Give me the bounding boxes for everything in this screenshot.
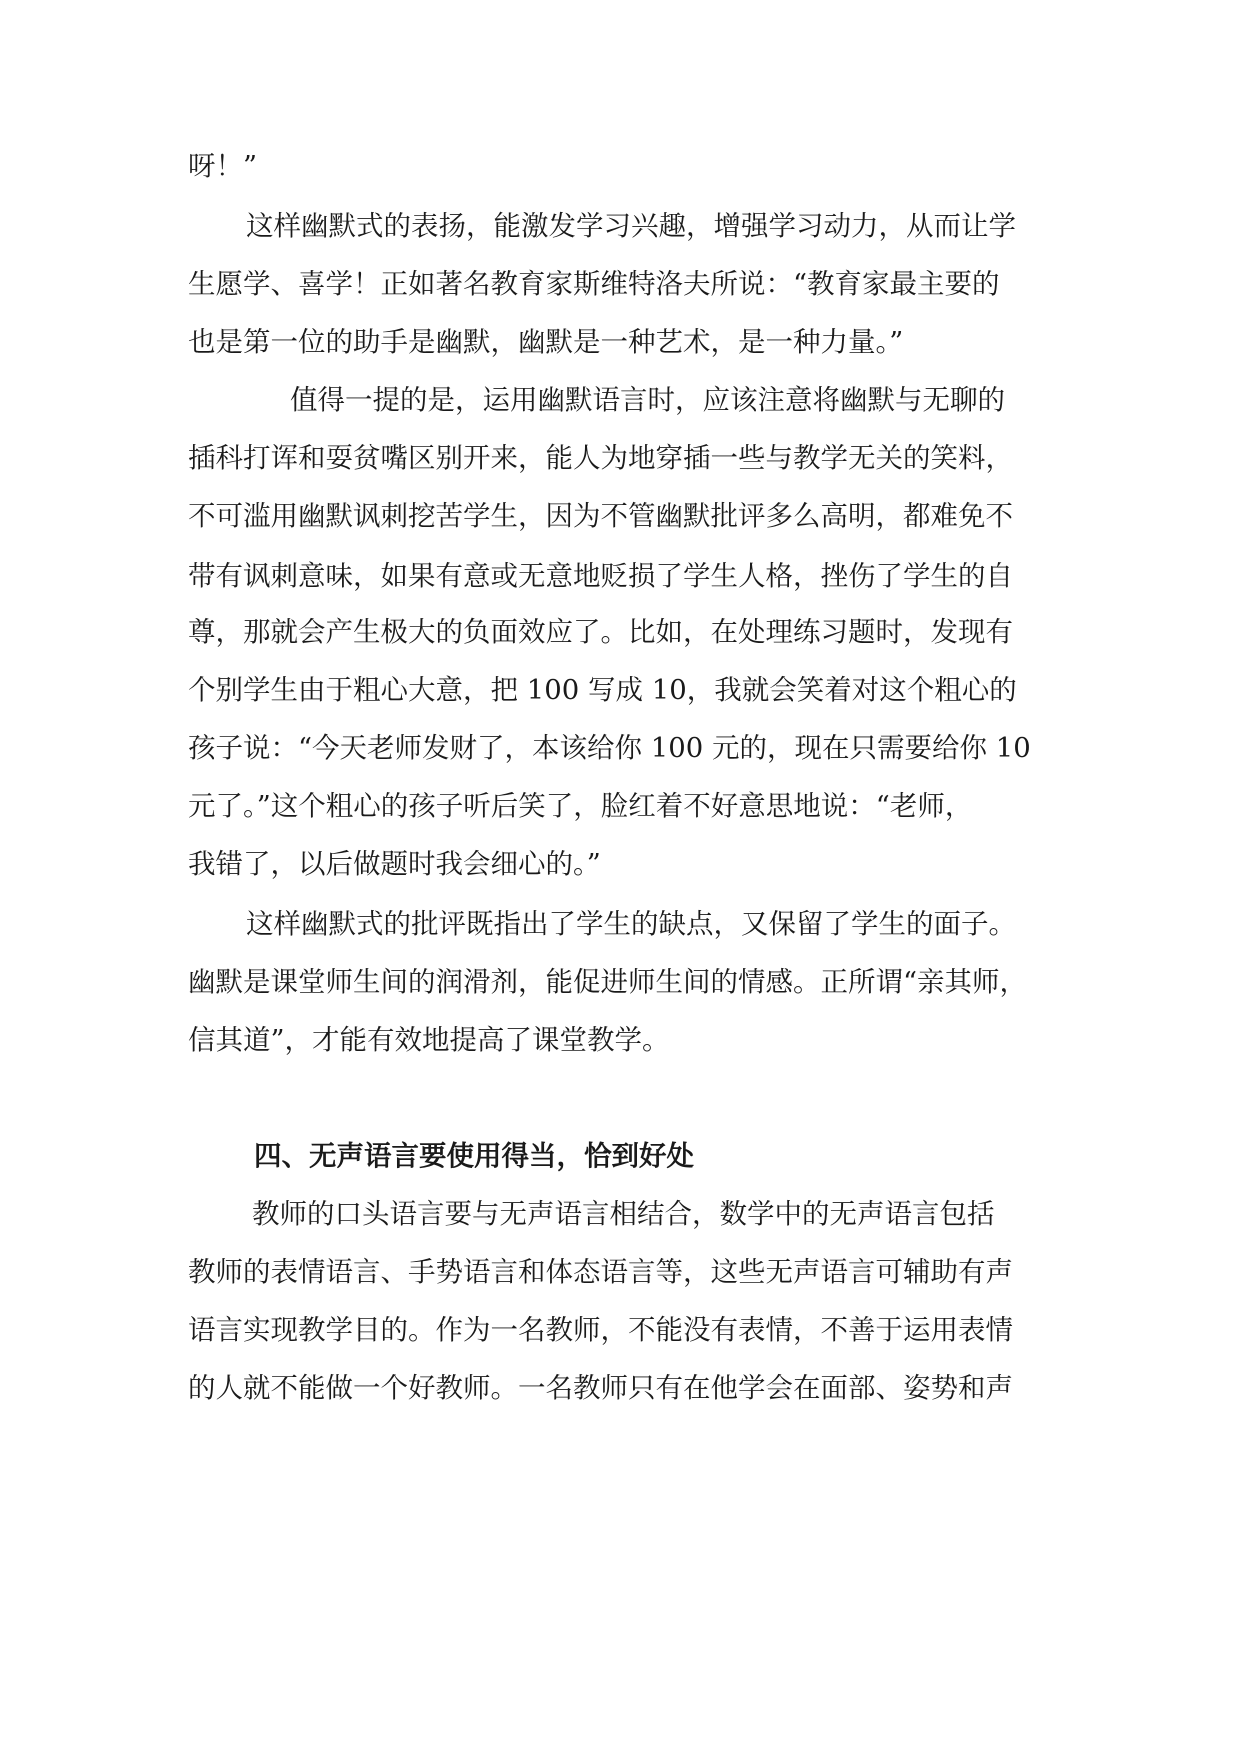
text-line: 的人就不能做一个好教师。一名教师只有在他学会在面部、姿势和声 [188,1372,1013,1404]
section-heading: 四、无声语言要使用得当，恰到好处 [254,1140,694,1172]
text-line: 带有讽刺意味，如果有意或无意地贬损了学生人格，挫伤了学生的自 [188,560,1013,592]
paragraph-first-line: 教师的口头语言要与无声语言相结合，数学中的无声语言包括 [252,1198,995,1230]
text-line: 插科打诨和耍贫嘴区别开来，能人为地穿插一些与教学无关的笑料， [188,442,1013,474]
paragraph-first-line: 这样幽默式的表扬，能激发学习兴趣，增强学习动力，从而让学 [246,210,1016,242]
text-line: 个别学生由于粗心大意，把 100 写成 10，我就会笑着对这个粗心的 [188,674,1017,706]
text-line: 也是第一位的助手是幽默，幽默是一种艺术，是一种力量。” [188,326,904,358]
text-line: 元了。”这个粗心的孩子听后笑了，脸红着不好意思地说：“老师， [188,790,973,822]
paragraph-first-line: 这样幽默式的批评既指出了学生的缺点，又保留了学生的面子。 [246,908,1016,940]
paragraph-first-line: 值得一提的是，运用幽默语言时，应该注意将幽默与无聊的 [290,384,1005,416]
text-line: 不可滥用幽默讽刺挖苦学生，因为不管幽默批评多么高明，都难免不 [188,500,1013,532]
text-line: 语言实现教学目的。作为一名教师，不能没有表情，不善于运用表情 [188,1314,1013,1346]
text-line: 信其道”，才能有效地提高了课堂教学。 [188,1024,670,1056]
text-line: 生愿学、喜学！正如著名教育家斯维特洛夫所说：“教育家最主要的 [188,268,1000,300]
text-line: 幽默是课堂师生间的润滑剂，能促进师生间的情感。正所谓“亲其师， [188,966,1028,998]
text-line: 呀！” [188,150,258,182]
text-line: 尊，那就会产生极大的负面效应了。比如，在处理练习题时，发现有 [188,616,1013,648]
text-line: 孩子说：“今天老师发财了，本该给你 100 元的，现在只需要给你 10 [188,732,1031,764]
text-line: 我错了，以后做题时我会细心的。” [188,848,601,880]
text-line: 教师的表情语言、手势语言和体态语言等，这些无声语言可辅助有声 [188,1256,1013,1288]
